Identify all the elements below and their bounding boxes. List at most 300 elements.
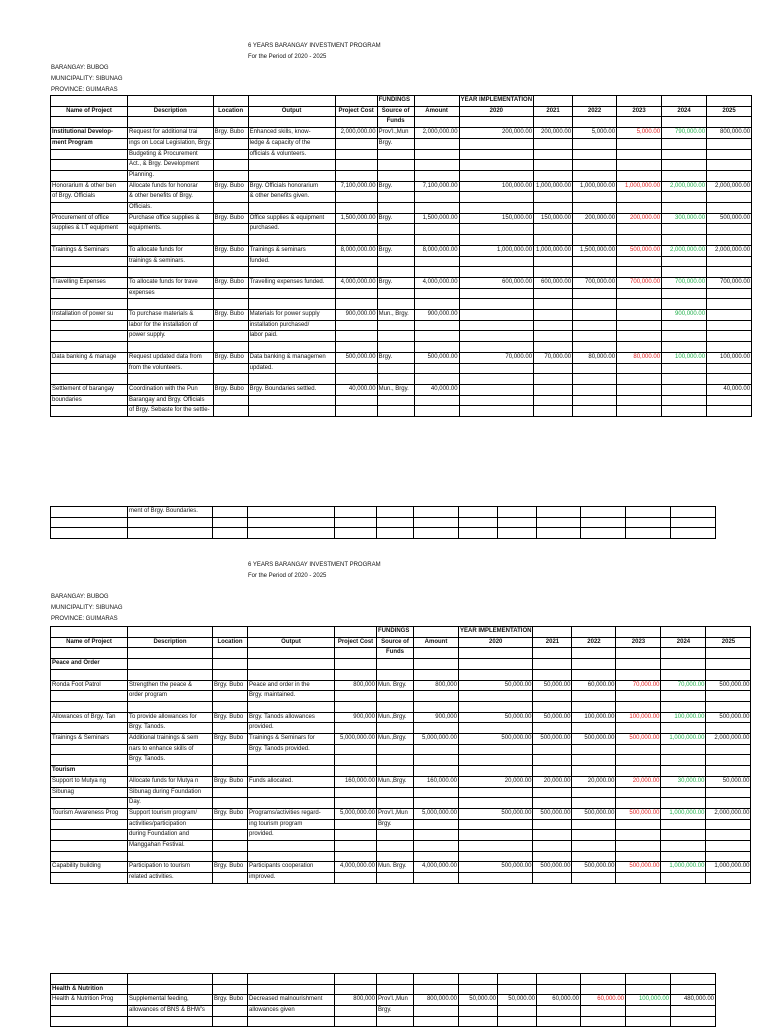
- header-cell: [533, 648, 572, 659]
- header-cell: [51, 96, 128, 107]
- project-name: [51, 331, 128, 342]
- table-row: [51, 873, 751, 884]
- header-cell: [617, 117, 662, 128]
- year-2024: [626, 507, 671, 518]
- location: [213, 659, 248, 670]
- project-name: [51, 406, 128, 417]
- program-period: For the Period of 2020 - 2025: [248, 54, 327, 60]
- year-2021: [534, 170, 573, 181]
- output: improved.: [248, 873, 335, 884]
- table-row: [51, 267, 752, 278]
- project-name: Procurement of office: [51, 213, 128, 224]
- year-2025: [706, 766, 751, 777]
- year-2022: [537, 507, 581, 518]
- amount: 160,000.00: [414, 776, 459, 787]
- year-2023: [617, 149, 662, 160]
- source-of-header: Source of: [377, 106, 414, 117]
- project-name: [51, 288, 128, 299]
- project-name: [51, 873, 128, 884]
- year-2020: [459, 691, 533, 702]
- amount: [414, 203, 459, 214]
- year-2020: 600,000.00: [459, 277, 533, 288]
- project-cost-header: Project Cost: [335, 637, 377, 648]
- table-row: [51, 331, 752, 342]
- year-2025: [707, 149, 752, 160]
- year-2023: [616, 755, 661, 766]
- year-2025: [706, 701, 751, 712]
- output: Decreased malnourishment: [248, 995, 335, 1006]
- description: from the volunteers.: [128, 363, 214, 374]
- header-cell: [707, 117, 752, 128]
- amount: 4,000,000.00: [414, 862, 459, 873]
- project-cost-header: Project Cost: [335, 106, 377, 117]
- header-cell: [414, 117, 459, 128]
- output: [248, 342, 335, 353]
- project-cost: 900,000: [335, 712, 377, 723]
- source-of-funds: [377, 755, 414, 766]
- output: [248, 517, 335, 528]
- year-2020: [459, 331, 533, 342]
- amount: [414, 691, 459, 702]
- year-2023: [616, 701, 661, 712]
- year-2021: [534, 192, 573, 203]
- year-2025: 500,000.00: [706, 712, 751, 723]
- year-2022: [572, 755, 616, 766]
- output: [248, 974, 335, 985]
- year-2021: [498, 974, 537, 985]
- description: To allocate funds for trave: [128, 277, 214, 288]
- year-2022: [573, 374, 617, 385]
- location: [213, 873, 248, 884]
- year-2025: [707, 160, 752, 171]
- year-2021: 600,000.00: [534, 277, 573, 288]
- description: [128, 299, 214, 310]
- year-2024: 1,000,000.00: [661, 862, 706, 873]
- name-header: Name of Project: [51, 106, 128, 117]
- year-2025: [671, 974, 716, 985]
- barangay-label: BARANGAY: BUBOG: [51, 594, 109, 600]
- location: Brgy. Bubo: [213, 384, 248, 395]
- year-2025: [706, 723, 751, 734]
- table-row: [51, 766, 751, 777]
- amount: [414, 149, 459, 160]
- year-2025: 2,000,000.00: [707, 181, 752, 192]
- project-cost: 2,000,000.00: [335, 128, 377, 139]
- y2021-header: 2021: [534, 106, 573, 117]
- project-cost: [335, 235, 377, 246]
- amount: 2,000,000.00: [414, 128, 459, 139]
- year-2022: [572, 798, 616, 809]
- source-of-funds: [377, 723, 414, 734]
- source-of-funds: [377, 192, 414, 203]
- year-2021: [534, 384, 573, 395]
- y2022-header: 2022: [572, 637, 616, 648]
- year-2025: [707, 288, 752, 299]
- source-of-funds: [377, 374, 414, 385]
- year-2022: 500,000.00: [572, 862, 616, 873]
- project-name: Health & Nutrition Prog: [51, 995, 128, 1006]
- amount: 800,000: [414, 680, 459, 691]
- table-row: [51, 1006, 716, 1017]
- table-row: [51, 680, 751, 691]
- year-2022: [573, 256, 617, 267]
- project-cost: [335, 819, 377, 830]
- project-cost: 8,000,000.00: [335, 245, 377, 256]
- year-2023: 80,000.00: [617, 352, 662, 363]
- amount: [414, 659, 459, 670]
- year-2022: [573, 299, 617, 310]
- year-2023: [581, 974, 626, 985]
- description: Sibunag during Foundation: [128, 787, 213, 798]
- program-title: 6 YEARS BARANGAY INVESTMENT PROGRAM: [248, 43, 381, 49]
- year-2020: [459, 1006, 498, 1017]
- municipality-label: MUNICIPALITY: SIBUNAG: [51, 76, 123, 82]
- table-row: [51, 862, 751, 873]
- project-name: [51, 528, 128, 539]
- source-of-funds: Brgy.: [377, 181, 414, 192]
- table-row: [51, 851, 751, 862]
- amount: 4,000,000.00: [414, 277, 459, 288]
- y2023-header: 2023: [617, 106, 662, 117]
- header-row-columns: [51, 637, 751, 648]
- output: [248, 787, 335, 798]
- project-cost: [335, 669, 377, 680]
- year-2020: 70,000.00: [459, 352, 533, 363]
- year-2025: [707, 170, 752, 181]
- year-2023: [617, 331, 662, 342]
- header-cell: [128, 648, 213, 659]
- year-2025: [706, 819, 751, 830]
- year-2022: 500,000.00: [572, 734, 616, 745]
- year-2023: 60,000.00: [581, 995, 626, 1006]
- year-2023: [617, 224, 662, 235]
- year-2020: [459, 288, 533, 299]
- location: [213, 798, 248, 809]
- location: [213, 701, 248, 712]
- source-of-funds: [377, 1016, 414, 1027]
- year-2021: [534, 288, 573, 299]
- amount-header: Amount: [414, 637, 459, 648]
- year-2020: [459, 701, 533, 712]
- year-2023: [616, 723, 661, 734]
- source-of-funds: [377, 528, 414, 539]
- year-2020: [459, 203, 533, 214]
- year-2024: 30,000.00: [661, 776, 706, 787]
- project-name: [51, 755, 128, 766]
- output: installation purchased/: [248, 320, 335, 331]
- year-2023: [617, 310, 662, 321]
- amount: 5,000,000.00: [414, 808, 459, 819]
- amount: [414, 256, 459, 267]
- year-2025: 2,000,000.00: [706, 808, 751, 819]
- output: [248, 984, 335, 995]
- year-2025: [706, 830, 751, 841]
- project-cost: [335, 331, 377, 342]
- project-name: Tourism Awareness Prog: [51, 808, 128, 819]
- project-cost: [335, 224, 377, 235]
- description: allowances of BNS & BHW's: [128, 1006, 213, 1017]
- output: [248, 798, 335, 809]
- year-2023: [617, 363, 662, 374]
- location: [213, 256, 248, 267]
- output: Brgy. maintained.: [248, 691, 335, 702]
- description: Participation to tourism: [128, 862, 213, 873]
- year-2021: [498, 1016, 537, 1027]
- project-cost: [335, 288, 377, 299]
- table-row: [51, 691, 751, 702]
- output: [248, 235, 335, 246]
- project-cost: [335, 984, 377, 995]
- year-2022: [573, 170, 617, 181]
- amount: [414, 984, 459, 995]
- year-2020: [459, 517, 498, 528]
- location: Brgy. Bubo: [213, 213, 248, 224]
- project-name: [51, 267, 128, 278]
- output: [248, 659, 335, 670]
- output-header: Output: [248, 106, 335, 117]
- amount: 5,000,000.00: [414, 734, 459, 745]
- table-row: [51, 192, 752, 203]
- table-row: [51, 984, 716, 995]
- year-2020: 100,000.00: [459, 181, 533, 192]
- year-2025: 500,000.00: [706, 680, 751, 691]
- year-2020: [459, 192, 533, 203]
- project-name: [51, 160, 128, 171]
- table-row: [51, 734, 751, 745]
- year-2024: [662, 160, 707, 171]
- year-2025: [706, 691, 751, 702]
- y2025-header: 2025: [706, 637, 751, 648]
- year-2024: [662, 267, 707, 278]
- year-2025: [707, 235, 752, 246]
- year-2023: [617, 395, 662, 406]
- amount: [414, 267, 459, 278]
- table-row: [51, 310, 752, 321]
- description: Allocate funds for Mutya n: [128, 776, 213, 787]
- table-row: [51, 213, 752, 224]
- project-name: [51, 203, 128, 214]
- output: Trainings & seminars: [248, 245, 335, 256]
- year-2024: [661, 723, 706, 734]
- description: Request updated data from: [128, 352, 214, 363]
- y2020-header: 2020: [459, 637, 533, 648]
- year-2023: [617, 170, 662, 181]
- description: To purchase materials &: [128, 310, 214, 321]
- year-2021: [534, 310, 573, 321]
- location: [213, 160, 248, 171]
- description: Act., & Brgy. Development: [128, 160, 214, 171]
- year-2024: [661, 787, 706, 798]
- project-name: Sibunag: [51, 787, 128, 798]
- table-row: [51, 1016, 716, 1027]
- project-name: [51, 1016, 128, 1027]
- table-row: [51, 787, 751, 798]
- year-2022: [573, 406, 617, 417]
- project-name: [51, 851, 128, 862]
- output: Programs/activities regard-: [248, 808, 335, 819]
- project-name: Capability building: [51, 862, 128, 873]
- header-cell: [335, 117, 377, 128]
- project-name: [51, 320, 128, 331]
- header-cell: [706, 648, 751, 659]
- project-cost: 40,000.00: [335, 384, 377, 395]
- year-2024: [661, 659, 706, 670]
- description: [128, 974, 213, 985]
- output: [248, 395, 335, 406]
- year-2022: 80,000.00: [573, 352, 617, 363]
- project-name: [51, 841, 128, 852]
- header-cell: [213, 627, 248, 638]
- year-2021: [498, 1006, 537, 1017]
- source-of-funds: [377, 691, 414, 702]
- year-2023: [617, 374, 662, 385]
- source-of-funds: [377, 798, 414, 809]
- project-name: [51, 342, 128, 353]
- output: provided.: [248, 723, 335, 734]
- source-of-funds: [377, 395, 414, 406]
- year-2025: [707, 310, 752, 321]
- project-name: Data banking & manage: [51, 352, 128, 363]
- year-2025: [671, 1006, 716, 1017]
- description: ings on Local Legislation, Brgy.: [128, 138, 214, 149]
- table-row: [51, 384, 752, 395]
- year-2022: [537, 984, 581, 995]
- location: [213, 528, 248, 539]
- year-2025: [706, 873, 751, 884]
- year-2022: [537, 974, 581, 985]
- year-2025: [707, 374, 752, 385]
- header-cell: [51, 117, 128, 128]
- source-of-funds: [377, 659, 414, 670]
- header-cell: [128, 96, 214, 107]
- description: & other benefits of Brgy.: [128, 192, 214, 203]
- year-2025: [706, 744, 751, 755]
- year-2024: [661, 830, 706, 841]
- project-name: [51, 374, 128, 385]
- location: Brgy. Bubo: [213, 734, 248, 745]
- project-cost: 900,000.00: [335, 310, 377, 321]
- amount: [414, 374, 459, 385]
- header-cell: [335, 648, 377, 659]
- year-2023: [616, 691, 661, 702]
- year-2022: [572, 691, 616, 702]
- output: [248, 851, 335, 862]
- header-cell: [662, 96, 707, 107]
- project-cost: 4,000,000.00: [335, 277, 377, 288]
- year-2024: [662, 224, 707, 235]
- investment-table-3: [50, 973, 716, 1027]
- table-row: [51, 808, 751, 819]
- project-cost: [335, 138, 377, 149]
- year-2023: [616, 851, 661, 862]
- year-2025: 700,000.00: [707, 277, 752, 288]
- year-2020: [459, 974, 498, 985]
- description: Brgy. Tanods.: [128, 723, 213, 734]
- header-cell: [662, 117, 707, 128]
- header-cell: [414, 648, 459, 659]
- year-2023: [581, 528, 626, 539]
- location: Brgy. Bubo: [213, 128, 248, 139]
- year-2023: 70,000.00: [616, 680, 661, 691]
- year-2020: 150,000.00: [459, 213, 533, 224]
- year-2021: 200,000.00: [534, 128, 573, 139]
- table-row: [51, 363, 752, 374]
- year-2024: [662, 170, 707, 181]
- location: [213, 830, 248, 841]
- header-cell: [128, 117, 214, 128]
- amount: [414, 787, 459, 798]
- source-of-funds: Brgy.: [377, 213, 414, 224]
- year-2020: 500,000.00: [459, 734, 533, 745]
- location: Brgy. Bubo: [213, 862, 248, 873]
- investment-table-1-continued: [50, 506, 716, 539]
- header-cell: [414, 96, 459, 107]
- year-2021: [534, 363, 573, 374]
- year-2023: [616, 798, 661, 809]
- year-2021: 500,000.00: [533, 862, 572, 873]
- output: [248, 841, 335, 852]
- year-2021: [534, 331, 573, 342]
- description: Allocate funds for honorar: [128, 181, 214, 192]
- source-of-funds: [377, 160, 414, 171]
- header-cell: [534, 117, 573, 128]
- description: of Brgy. Sebaste for the settle-: [128, 406, 214, 417]
- municipality-label: MUNICIPALITY: SIBUNAG: [51, 605, 123, 611]
- table-row: [51, 224, 752, 235]
- year-2024: [661, 669, 706, 680]
- project-name: ment Program: [51, 138, 128, 149]
- year-2022: 100,000.00: [572, 712, 616, 723]
- year-2023: 700,000.00: [617, 277, 662, 288]
- description: Manggahan Festival.: [128, 841, 213, 852]
- year-2020: [459, 299, 533, 310]
- year-2020: [459, 798, 533, 809]
- program-title: 6 YEARS BARANGAY INVESTMENT PROGRAM: [248, 562, 381, 568]
- source-of-funds: [377, 288, 414, 299]
- description: order program: [128, 691, 213, 702]
- location: Brgy. Bubo: [213, 712, 248, 723]
- year-2020: [459, 873, 533, 884]
- project-cost: 4,000,000.00: [335, 862, 377, 873]
- project-name: Allowances of Brgy. Tan: [51, 712, 128, 723]
- year-2022: 200,000.00: [573, 213, 617, 224]
- year-2023: [617, 203, 662, 214]
- year-2022: [573, 395, 617, 406]
- location: [213, 170, 248, 181]
- year-2021: [533, 830, 572, 841]
- barangay-label: BARANGAY: BUBOG: [51, 65, 109, 71]
- year-2022: 700,000.00: [573, 277, 617, 288]
- year-2021: [498, 507, 537, 518]
- location: [213, 974, 248, 985]
- year-2024: [661, 766, 706, 777]
- program-period: For the Period of 2020 - 2025: [248, 573, 327, 579]
- year-2025: [706, 798, 751, 809]
- project-cost: [335, 256, 377, 267]
- year-2023: [581, 1006, 626, 1017]
- year-2020: 500,000.00: [459, 808, 533, 819]
- project-name: [51, 798, 128, 809]
- amount: [414, 507, 459, 518]
- project-name: supplies & I.T equipment: [51, 224, 128, 235]
- year-2024: [661, 798, 706, 809]
- amount: [414, 517, 459, 528]
- year-2022: [573, 310, 617, 321]
- table-row: [51, 277, 752, 288]
- source-of-funds: [377, 517, 414, 528]
- table-row: [51, 395, 752, 406]
- year-2023: [617, 256, 662, 267]
